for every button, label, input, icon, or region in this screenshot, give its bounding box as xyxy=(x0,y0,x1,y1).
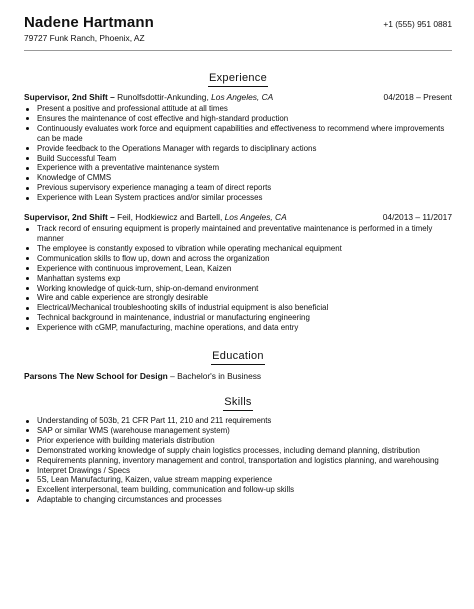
list-item: Manhattan systems exp xyxy=(35,274,452,284)
candidate-name: Nadene Hartmann xyxy=(24,14,154,31)
list-item: Adaptable to changing circumstances and processes xyxy=(35,495,452,505)
job-title: Supervisor, 2nd Shift xyxy=(24,92,108,102)
list-item: Previous supervisory experience managing a team of direct reports xyxy=(35,183,452,193)
list-item: Ensures the maintenance of cost effective and high-standard production xyxy=(35,114,452,124)
list-item: Provide feedback to the Operations Manager with regards to disciplinary actions xyxy=(35,144,452,154)
list-item: Working knowledge of quick-turn, ship-on-demand environment xyxy=(35,284,452,294)
list-item: Continuously evaluates work force and equipment capabilities and effectiveness to recommend where improvements can be made xyxy=(35,124,452,144)
job-entry xyxy=(24,92,452,203)
job-company: Feil, Hodkiewicz and Bartell, xyxy=(117,212,223,223)
job-bullets xyxy=(24,104,452,203)
job-header xyxy=(24,212,452,223)
list-item: Present a positive and professional attitude at all times xyxy=(35,104,452,114)
job-header xyxy=(24,92,452,103)
list-item: The employee is constantly exposed to vibration while operating mechanical equipment xyxy=(35,244,452,254)
list-item: Understanding of 503b, 21 CFR Part 11, 210 and 211 requirements xyxy=(35,416,452,426)
list-item: Experience with a preventative maintenance system xyxy=(35,163,452,173)
education-heading xyxy=(24,350,452,365)
job-dates: 04/2013 – 11/2017 xyxy=(382,212,452,223)
education-entry xyxy=(24,371,452,382)
experience-heading-text: Experience xyxy=(208,72,268,87)
skills-list xyxy=(24,416,452,505)
list-item: Interpret Drawings / Specs xyxy=(35,466,452,476)
job-separator: – xyxy=(107,212,118,223)
education-heading-text: Education xyxy=(211,350,265,365)
job-dates: 04/2018 – Present xyxy=(383,92,452,102)
education-separator: – xyxy=(167,371,178,382)
list-item: Experience with Lean System practices and/or similar processes xyxy=(35,193,452,203)
job-title-line xyxy=(24,92,273,103)
school-name: Parsons The New School for Design xyxy=(24,371,168,382)
list-item: Build Successful Team xyxy=(35,154,452,164)
list-item: Communication skills to flow up, down and across the organization xyxy=(35,254,452,264)
header-divider xyxy=(24,50,452,51)
address: 79727 Funk Ranch, Phoenix, AZ xyxy=(24,33,145,43)
list-item: Wire and cable experience are strongly desirable xyxy=(35,293,452,303)
list-item: Experience with cGMP, manufacturing, machine operations, and data entry xyxy=(35,323,452,333)
list-item: Experience with continuous improvement, Lean, Kaizen xyxy=(35,264,452,274)
list-item: Track record of ensuring equipment is properly maintained and preventative maintenance is performed in a timely manner xyxy=(35,224,452,244)
degree: Bachelor's in Business xyxy=(177,371,262,382)
job-separator: – xyxy=(107,92,118,102)
list-item: Knowledge of CMMS xyxy=(35,173,452,183)
list-item: Requirements planning, inventory management and control, transportation and logistics planning, and warehousing xyxy=(35,456,452,466)
job-title: Supervisor, 2nd Shift xyxy=(24,212,108,223)
experience-heading xyxy=(24,72,452,87)
job-location: Los Angeles, CA xyxy=(211,92,274,102)
list-item: Technical background in maintenance, industrial or manufacturing engineering xyxy=(35,313,452,323)
skills-heading xyxy=(24,396,452,411)
list-item: Demonstrated working knowledge of supply chain logistics processes, including demand planning, distribution xyxy=(35,446,452,456)
list-item: SAP or similar WMS (warehouse management system) xyxy=(35,426,452,436)
list-item: Electrical/Mechanical troubleshooting skills of industrial equipment is also beneficial xyxy=(35,303,452,313)
list-item: Prior experience with building materials distribution xyxy=(35,436,452,446)
job-location: Los Angeles, CA xyxy=(224,212,287,223)
list-item: 5S, Lean Manufacturing, Kaizen, value stream mapping experience xyxy=(35,475,452,485)
resume-header xyxy=(24,14,452,32)
job-entry xyxy=(24,212,452,333)
job-title-line xyxy=(24,212,287,223)
job-bullets xyxy=(24,224,452,333)
job-company: Runolfsdottir-Ankunding, xyxy=(117,92,209,102)
list-item: Excellent interpersonal, team building, communication and follow-up skills xyxy=(35,485,452,495)
phone-number: +1 (555) 951 0881 xyxy=(383,19,452,29)
skills-heading-text: Skills xyxy=(223,396,252,411)
